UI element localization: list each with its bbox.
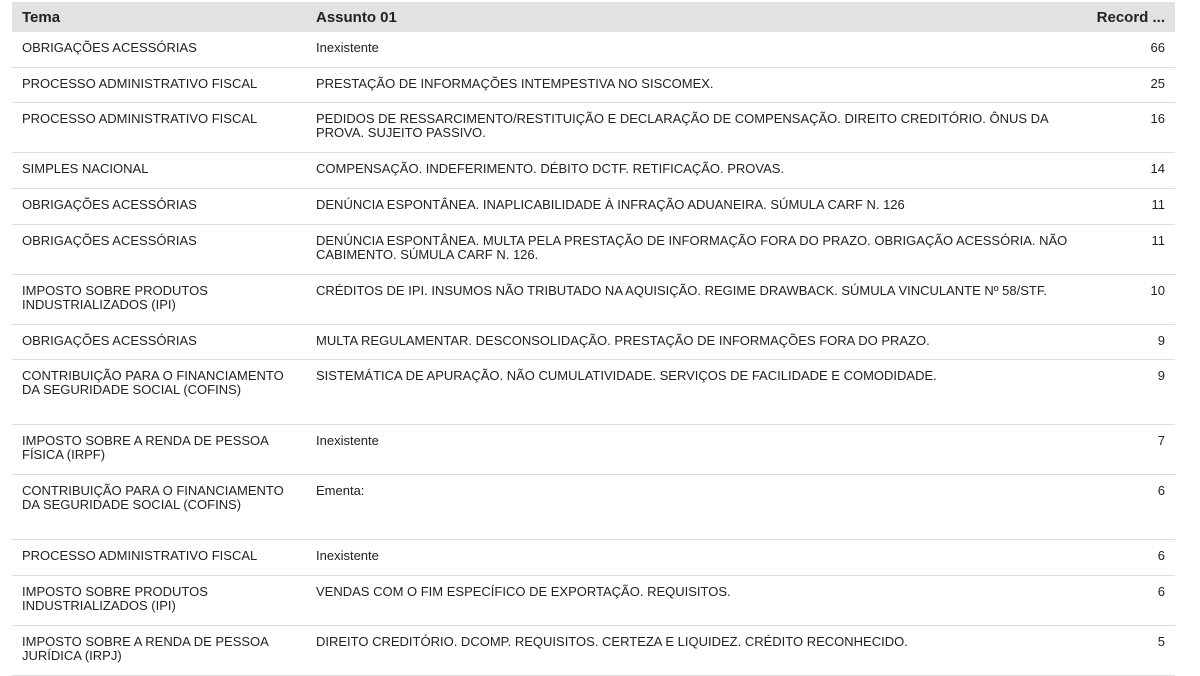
cell-assunto: PEDIDOS DE RESSARCIMENTO/RESTITUIÇÃO E DECLARAÇÃO DE COMPENSAÇÃO. DIREITO CREDITÓRIO. ÔNUS DA PROVA. SUJEITO PASSIVO.: [306, 102, 1078, 152]
cell-assunto: Inexistente: [306, 424, 1078, 474]
cell-record-count: 9: [1078, 359, 1175, 424]
cell-tema: IMPOSTO SOBRE A RENDA DE PESSOA JURÍDICA (IRPJ): [12, 625, 306, 675]
cell-assunto: Inexistente: [306, 32, 1078, 67]
cell-record-count: 25: [1078, 67, 1175, 102]
table-row[interactable]: [12, 424, 1175, 474]
table-body: [12, 32, 1175, 675]
records-table: [12, 2, 1175, 676]
table-row[interactable]: [12, 188, 1175, 224]
cell-tema: OBRIGAÇÕES ACESSÓRIAS: [12, 224, 306, 274]
table-row[interactable]: [12, 625, 1175, 675]
table-row[interactable]: [12, 152, 1175, 188]
cell-tema: PROCESSO ADMINISTRATIVO FISCAL: [12, 102, 306, 152]
table-row[interactable]: [12, 575, 1175, 625]
cell-record-count: 6: [1078, 539, 1175, 575]
cell-assunto: MULTA REGULAMENTAR. DESCONSOLIDAÇÃO. PRESTAÇÃO DE INFORMAÇÕES FORA DO PRAZO.: [306, 324, 1078, 359]
cell-tema: IMPOSTO SOBRE A RENDA DE PESSOA FÍSICA (IRPF): [12, 424, 306, 474]
records-table-container: [12, 2, 1175, 676]
cell-assunto: PRESTAÇÃO DE INFORMAÇÕES INTEMPESTIVA NO SISCOMEX.: [306, 67, 1078, 102]
column-header-assunto[interactable]: Assunto 01: [306, 2, 1078, 32]
table-header: [12, 2, 1175, 32]
cell-record-count: 6: [1078, 474, 1175, 539]
cell-tema: PROCESSO ADMINISTRATIVO FISCAL: [12, 67, 306, 102]
cell-assunto: CRÉDITOS DE IPI. INSUMOS NÃO TRIBUTADO NA AQUISIÇÃO. REGIME DRAWBACK. SÚMULA VINCULANTE Nº 58/STF.: [306, 274, 1078, 324]
table-row[interactable]: [12, 67, 1175, 102]
cell-tema: OBRIGAÇÕES ACESSÓRIAS: [12, 324, 306, 359]
table-row[interactable]: [12, 224, 1175, 274]
table-row[interactable]: [12, 539, 1175, 575]
cell-record-count: 10: [1078, 274, 1175, 324]
table-row[interactable]: [12, 274, 1175, 324]
cell-assunto: Inexistente: [306, 539, 1078, 575]
cell-record-count: 6: [1078, 575, 1175, 625]
table-row[interactable]: [12, 32, 1175, 67]
cell-record-count: 5: [1078, 625, 1175, 675]
column-header-tema[interactable]: Tema: [12, 2, 306, 32]
table-row[interactable]: [12, 474, 1175, 539]
cell-tema: OBRIGAÇÕES ACESSÓRIAS: [12, 188, 306, 224]
cell-tema: PROCESSO ADMINISTRATIVO FISCAL: [12, 539, 306, 575]
cell-assunto: DENÚNCIA ESPONTÂNEA. INAPLICABILIDADE À INFRAÇÃO ADUANEIRA. SÚMULA CARF N. 126: [306, 188, 1078, 224]
cell-tema: IMPOSTO SOBRE PRODUTOS INDUSTRIALIZADOS (IPI): [12, 274, 306, 324]
column-header-record-count[interactable]: Record ...: [1078, 2, 1175, 32]
cell-record-count: 11: [1078, 224, 1175, 274]
cell-tema: IMPOSTO SOBRE PRODUTOS INDUSTRIALIZADOS (IPI): [12, 575, 306, 625]
cell-record-count: 14: [1078, 152, 1175, 188]
cell-assunto: DIREITO CREDITÓRIO. DCOMP. REQUISITOS. CERTEZA E LIQUIDEZ. CRÉDITO RECONHECIDO.: [306, 625, 1078, 675]
cell-record-count: 11: [1078, 188, 1175, 224]
cell-assunto: VENDAS COM O FIM ESPECÍFICO DE EXPORTAÇÃO. REQUISITOS.: [306, 575, 1078, 625]
table-row[interactable]: [12, 359, 1175, 424]
table-row[interactable]: [12, 324, 1175, 359]
cell-record-count: 16: [1078, 102, 1175, 152]
cell-record-count: 66: [1078, 32, 1175, 67]
cell-record-count: 9: [1078, 324, 1175, 359]
cell-record-count: 7: [1078, 424, 1175, 474]
table-row[interactable]: [12, 102, 1175, 152]
cell-tema: OBRIGAÇÕES ACESSÓRIAS: [12, 32, 306, 67]
cell-assunto: DENÚNCIA ESPONTÂNEA. MULTA PELA PRESTAÇÃO DE INFORMAÇÃO FORA DO PRAZO. OBRIGAÇÃO ACESSÓRIA. NÃO CABIMENTO. SÚMULA CARF N. 126.: [306, 224, 1078, 274]
cell-tema: SIMPLES NACIONAL: [12, 152, 306, 188]
cell-assunto: COMPENSAÇÃO. INDEFERIMENTO. DÉBITO DCTF. RETIFICAÇÃO. PROVAS.: [306, 152, 1078, 188]
cell-assunto: Ementa:: [306, 474, 1078, 539]
cell-tema: CONTRIBUIÇÃO PARA O FINANCIAMENTO DA SEGURIDADE SOCIAL (COFINS): [12, 359, 306, 424]
cell-tema: CONTRIBUIÇÃO PARA O FINANCIAMENTO DA SEGURIDADE SOCIAL (COFINS): [12, 474, 306, 539]
cell-assunto: SISTEMÁTICA DE APURAÇÃO. NÃO CUMULATIVIDADE. SERVIÇOS DE FACILIDADE E COMODIDADE.: [306, 359, 1078, 424]
